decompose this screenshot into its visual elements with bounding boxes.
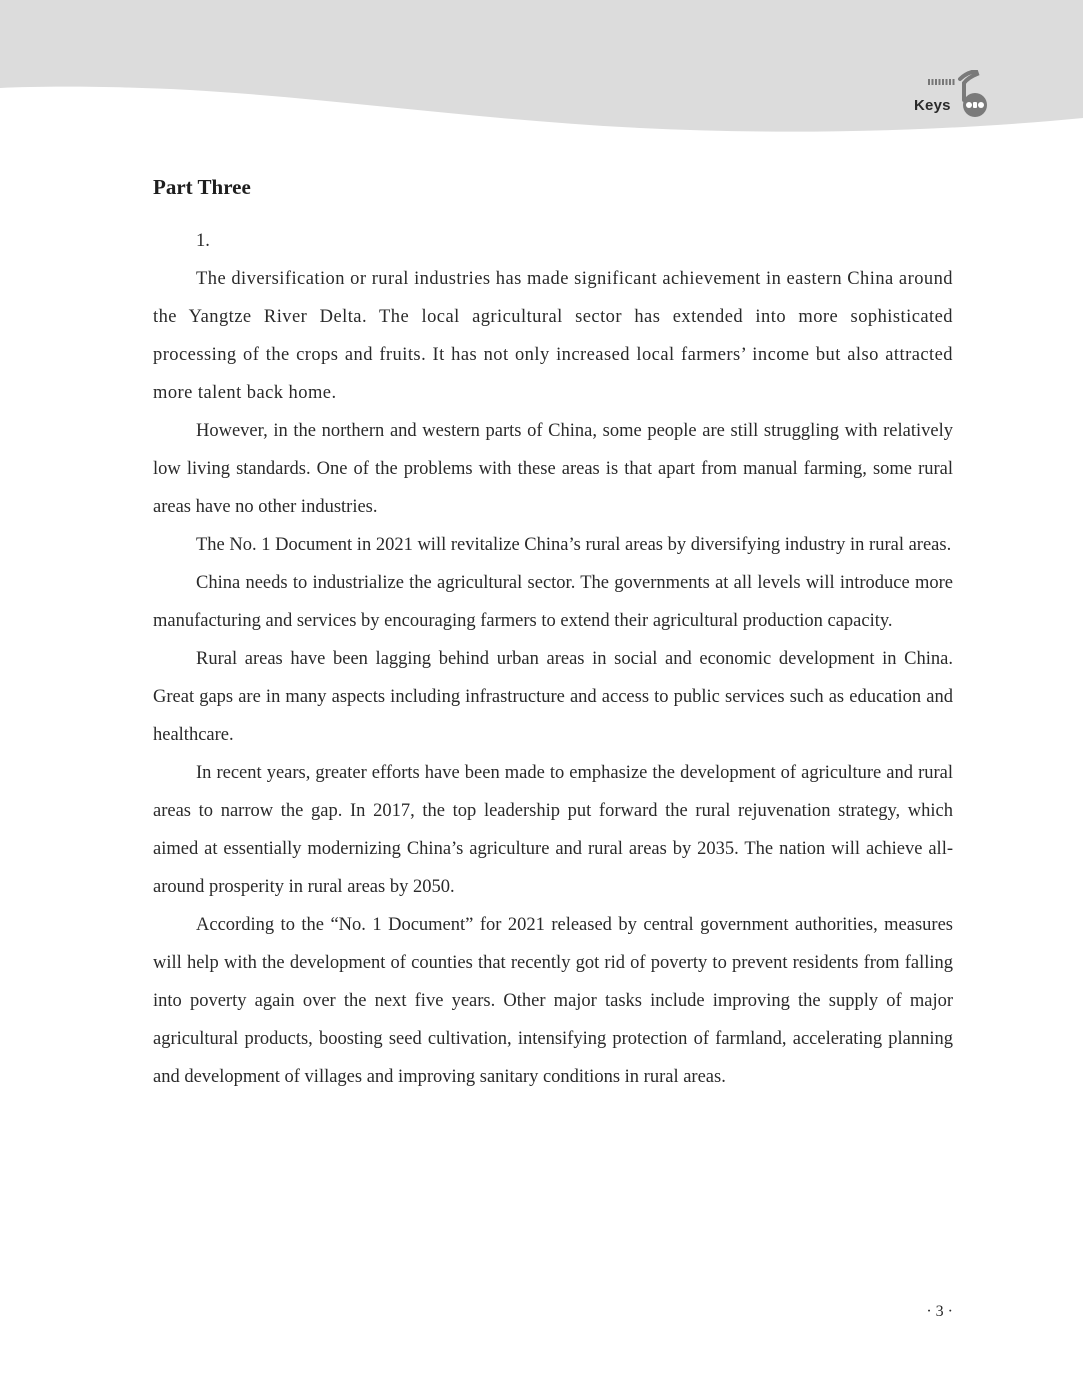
paragraph: In recent years, greater efforts have been made to emphasize the development of agriculture and rural areas to narrow the gap. In 2017, the top leadership put forward the rural rejuvenation strategy, which aimed at essentially modernizing China’s agriculture and rural areas by 2035. The nation will achieve all-around prosperity in rural areas by 2050. xyxy=(153,763,953,897)
paragraph: According to the “No. 1 Document” for 2021 released by central government authorities, measures will help with the development of counties that recently got rid of poverty to prevent residents from falling into poverty again over the next five years. Other major tasks include improving the supply of major agricultural products, boosting seed cultivation, intensifying protection of farmland, accelerating planning and development of villages and improving sanitary conditions in rural areas. xyxy=(153,915,953,1087)
header-wave-band xyxy=(0,0,1083,140)
paragraph: The diversification or rural industries has made significant achievement in eastern China around the Yangtze River Delta. The local agricultural sector has extended into more sophisticated processing of the crops and fruits. It has not only increased local farmers’ income but also attracted more talent back home. xyxy=(153,269,953,403)
paragraph: However, in the northern and western parts of China, some people are still struggling with relatively low living standards. One of the problems with these areas is that apart from manual farming, some rural areas have no other industries. xyxy=(153,421,953,517)
item-number: 1. xyxy=(196,231,210,251)
section-title: Part Three xyxy=(153,175,251,199)
page-content xyxy=(153,172,953,1096)
paragraph: China needs to industrialize the agricultural sector. The governments at all levels will introduce more manufacturing and services by encouraging farmers to extend their agricultural production capacity. xyxy=(153,573,953,631)
paragraph: The No. 1 Document in 2021 will revitalize China’s rural areas by diversifying industry in rural areas. xyxy=(196,535,952,555)
page-number: · 3 · xyxy=(926,1303,953,1320)
music-note-icon xyxy=(924,70,990,118)
paragraph: Rural areas have been lagging behind urban areas in social and economic development in China. Great gaps are in many aspects including infrastructure and access to public services such as education and healthcare. xyxy=(153,649,953,745)
header-keys-label: Keys xyxy=(914,97,951,114)
